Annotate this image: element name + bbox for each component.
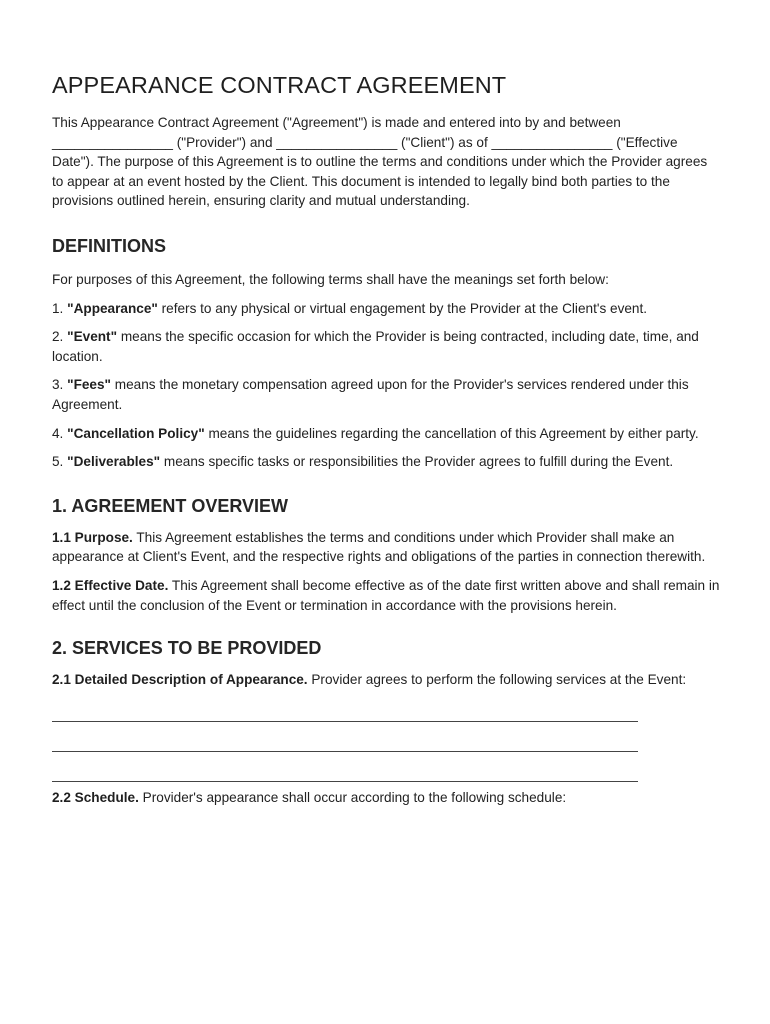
definition-item xyxy=(52,424,722,444)
clause-text: Provider agrees to perform the following services at the Event: xyxy=(307,672,687,688)
definition-text: means the guidelines regarding the cancellation of this Agreement by either party. xyxy=(204,425,699,441)
clause-1-2 xyxy=(52,576,722,615)
section-2-heading: 2. SERVICES TO BE PROVIDED xyxy=(52,638,322,659)
definition-text: means the monetary compensation agreed upon for the Provider's services rendered under this Agreement. xyxy=(52,377,689,412)
intro-paragraph: This Appearance Contract Agreement ("Agreement") is made and entered into by and between ________________ ("Provider") and ________________ ("Client") as of ________________ ("Effective Date"). The purpose of this Agreement is to outline the terms and conditions under which the Provider agrees to appear at an event hosted by the Client. This document is intended to legally bind both parties to the provisions outlined herein, ensuring clarity and mutual understanding. xyxy=(52,115,708,209)
definition-term: "Deliverables" xyxy=(67,454,161,470)
definition-number: 4. xyxy=(52,425,64,441)
document-title: APPEARANCE CONTRACT AGREEMENT xyxy=(52,72,507,98)
clause-2-2 xyxy=(52,788,722,808)
definitions-lead: For purposes of this Agreement, the following terms shall have the meanings set forth below: xyxy=(52,271,609,287)
fill-in-line[interactable] xyxy=(52,759,638,782)
fill-in-line[interactable] xyxy=(52,729,638,752)
definition-term: "Fees" xyxy=(67,377,111,393)
definition-text: means specific tasks or responsibilities the Provider agrees to fulfill during the Event. xyxy=(160,454,674,470)
definition-number: 2. xyxy=(52,329,64,345)
definition-item xyxy=(52,375,722,414)
definition-item xyxy=(52,452,722,472)
definitions-heading: DEFINITIONS xyxy=(52,235,167,256)
clause-label: 1.1 Purpose. xyxy=(52,529,133,545)
clause-label: 1.2 Effective Date. xyxy=(52,577,169,593)
clause-label: 2.2 Schedule. xyxy=(52,789,139,805)
definition-number: 1. xyxy=(52,300,64,316)
definition-item xyxy=(52,299,722,319)
definition-number: 5. xyxy=(52,454,64,470)
definition-term: "Event" xyxy=(67,329,118,345)
clause-2-1 xyxy=(52,670,722,690)
clause-text: This Agreement establishes the terms and conditions under which Provider shall make an appearance at Client's Event, and the respective rights and obligations of the parties in connection therewith. xyxy=(52,529,706,565)
clause-1-1 xyxy=(52,528,722,567)
definition-number: 3. xyxy=(52,377,64,393)
definition-term: "Appearance" xyxy=(67,300,158,316)
definition-term: "Cancellation Policy" xyxy=(67,425,205,441)
fill-in-line[interactable] xyxy=(52,699,638,722)
document-page xyxy=(52,70,722,807)
definition-text: refers to any physical or virtual engagement by the Provider at the Client's event. xyxy=(157,300,648,316)
clause-text: Provider's appearance shall occur according to the following schedule: xyxy=(138,789,567,805)
definition-text: means the specific occasion for which the Provider is being contracted, including date, time, and location. xyxy=(52,329,699,364)
clause-text: This Agreement shall become effective as of the date first written above and shall remain in effect until the conclusion of the Event or termination in accordance with the provisions herein. xyxy=(52,577,720,613)
definition-item xyxy=(52,327,722,366)
clause-label: 2.1 Detailed Description of Appearance. xyxy=(52,672,308,688)
section-1-heading: 1. AGREEMENT OVERVIEW xyxy=(52,495,289,516)
